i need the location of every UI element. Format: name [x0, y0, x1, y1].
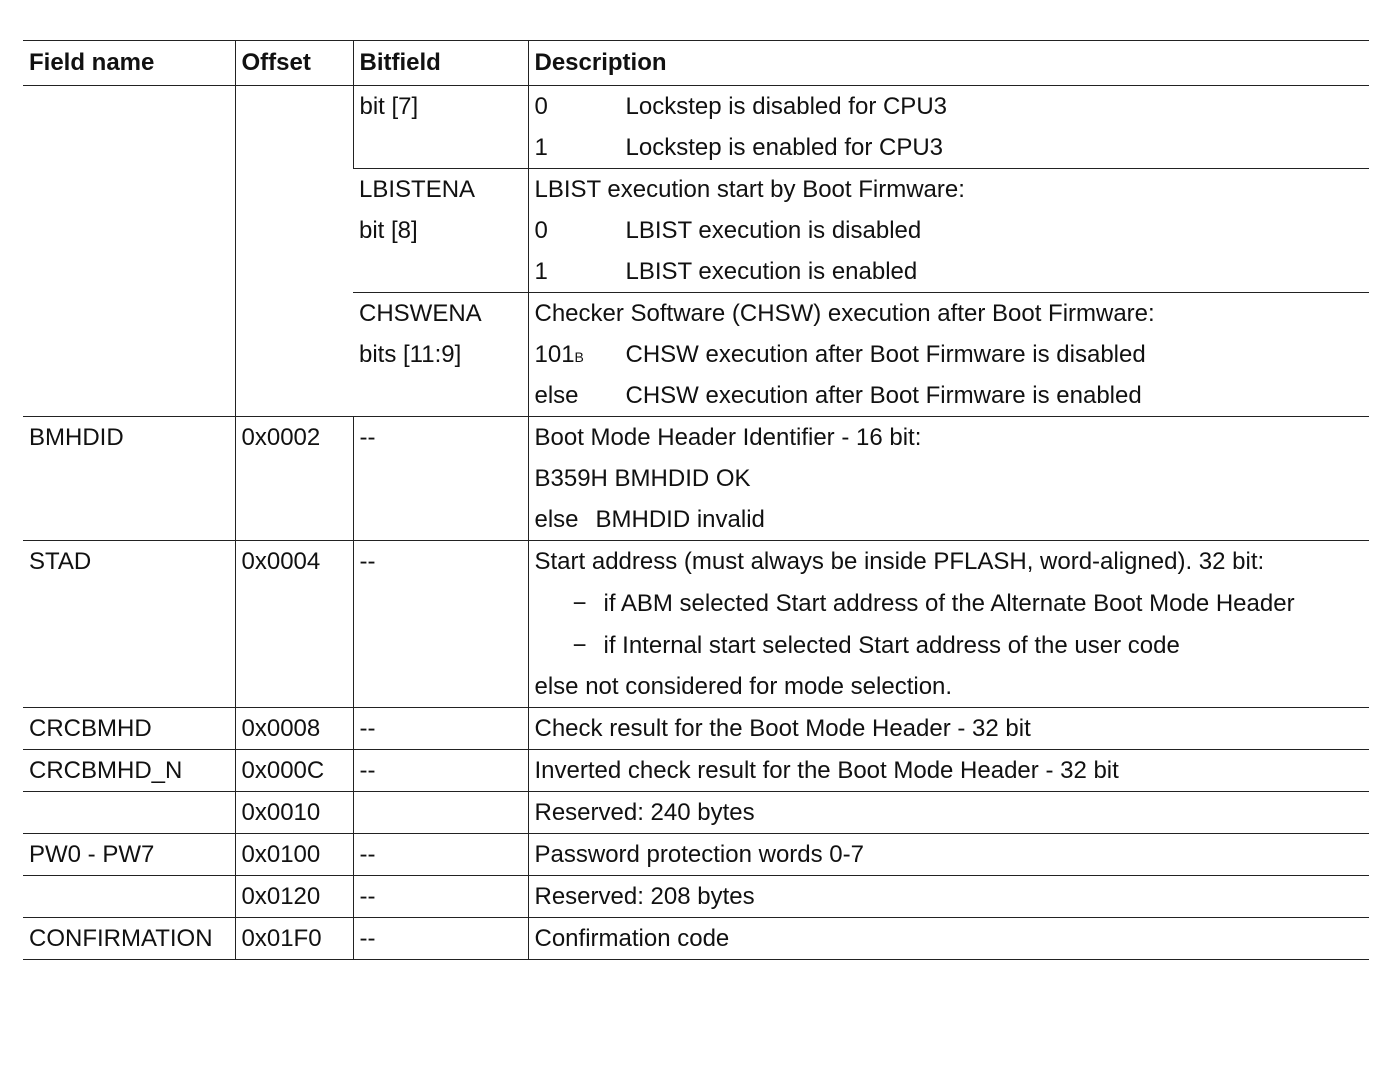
value-line: [535, 499, 1360, 540]
value-key-number: 101: [534, 341, 575, 368]
bitfield-name: CHSWENA: [359, 300, 482, 327]
description-intro: Start address (must always be inside PFLASH, word-aligned). 32 bit:: [534, 548, 1265, 575]
bitfield-value: --: [359, 424, 376, 451]
description-cell: [528, 541, 1369, 708]
bullet-item: [535, 583, 1360, 625]
field-name: BMHDID: [29, 424, 124, 451]
header-offset: Offset: [235, 41, 353, 86]
header-field-name: Field name: [23, 41, 235, 86]
value-key: else: [534, 382, 579, 409]
bullet-text: if ABM selected Start address of the Alternate Boot Mode Header: [603, 590, 1295, 617]
offset-cell: 0x0008: [235, 708, 353, 750]
value-text: CHSW execution after Boot Firmware is enabled: [625, 382, 1142, 409]
offset-cell: 0x01F0: [235, 918, 353, 960]
value-line: [535, 334, 1360, 375]
bitfield-cell: [353, 417, 528, 541]
table-row: [23, 792, 1369, 834]
description-intro: Boot Mode Header Identifier - 16 bit:: [534, 424, 922, 451]
field-cell-continued: [23, 86, 235, 417]
bullet-item: [535, 625, 1360, 666]
table-row: [23, 541, 1369, 708]
field-cell: CRCBMHD: [23, 708, 235, 750]
offset-cell: 0x0120: [235, 876, 353, 918]
bitfield-cell: --: [353, 876, 528, 918]
header-description: Description: [528, 41, 1369, 86]
description-cell: Inverted check result for the Boot Mode Header - 32 bit: [528, 750, 1369, 792]
value-text: LBIST execution is disabled: [625, 217, 922, 244]
value-key: else: [534, 506, 579, 533]
description-cell: [528, 417, 1369, 541]
bitfield-bits: bit [8]: [359, 217, 418, 244]
description-cell: Password protection words 0-7: [528, 834, 1369, 876]
table-row: [23, 417, 1369, 541]
description-line: B359H BMHDID OK: [534, 465, 751, 492]
bitfield-cell: [353, 293, 528, 417]
bitfield-cell: --: [353, 834, 528, 876]
description-outro: else not considered for mode selection.: [534, 673, 953, 700]
field-cell: PW0 - PW7: [23, 834, 235, 876]
value-key: 0: [534, 217, 548, 244]
description-cell: [528, 169, 1369, 293]
value-line: [535, 210, 1360, 251]
field-cell: [23, 541, 235, 708]
bitfield-value: --: [359, 548, 376, 575]
description-cell: Reserved: 208 bytes: [528, 876, 1369, 918]
table-row: [23, 86, 1369, 169]
bitfield-cell: [353, 792, 528, 834]
table-row: [23, 750, 1369, 792]
bitfield-cell: [353, 86, 528, 169]
value-key-subscript: B: [574, 349, 584, 365]
offset-cell: [235, 417, 353, 541]
bitfield-cell: --: [353, 750, 528, 792]
value-key: 1: [534, 134, 548, 161]
value-key: 0: [534, 93, 548, 120]
table-row: [23, 918, 1369, 960]
description-cell: [528, 293, 1369, 417]
description-cell: Check result for the Boot Mode Header - 32 bit: [528, 708, 1369, 750]
bitfield-cell: [353, 541, 528, 708]
bullet-dash: −: [572, 632, 587, 659]
bitfield-cell: --: [353, 708, 528, 750]
value-text: Lockstep is enabled for CPU3: [625, 134, 944, 161]
description-cell: [528, 86, 1369, 169]
offset-value: 0x0004: [241, 548, 321, 575]
description-cell: Confirmation code: [528, 918, 1369, 960]
value-text: BMHDID invalid: [595, 506, 765, 533]
value-key: [535, 334, 626, 375]
offset-cell-continued: [235, 86, 353, 417]
offset-cell: 0x0010: [235, 792, 353, 834]
field-cell: CONFIRMATION: [23, 918, 235, 960]
bitfield-name: LBISTENA: [359, 176, 476, 203]
bullet-dash: −: [572, 590, 587, 617]
bitfield-bits: bit [7]: [359, 93, 419, 120]
value-text: CHSW execution after Boot Firmware is disabled: [625, 341, 1146, 368]
header-row: [23, 41, 1369, 86]
offset-value: 0x0002: [241, 424, 321, 451]
field-cell: [23, 417, 235, 541]
field-cell: CRCBMHD_N: [23, 750, 235, 792]
offset-cell: 0x000C: [235, 750, 353, 792]
value-text: Lockstep is disabled for CPU3: [625, 93, 947, 120]
field-cell: [23, 876, 235, 918]
value-line: [535, 127, 1360, 168]
description-cell: Reserved: 240 bytes: [528, 792, 1369, 834]
field-cell: [23, 792, 235, 834]
value-line: [535, 375, 1360, 416]
table-row: [23, 876, 1369, 918]
bitfield-bits: bits [11:9]: [359, 341, 462, 368]
bitfield-cell: [353, 169, 528, 293]
table-row: [23, 708, 1369, 750]
bitfield-cell: --: [353, 918, 528, 960]
bullet-text: if Internal start selected Start address of the user code: [603, 632, 1180, 659]
value-line: [535, 251, 1360, 292]
offset-cell: 0x0100: [235, 834, 353, 876]
table-row: [23, 834, 1369, 876]
description-intro: Checker Software (CHSW) execution after Boot Firmware:: [534, 300, 1155, 327]
value-line: [535, 86, 1360, 127]
offset-cell: [235, 541, 353, 708]
description-intro: LBIST execution start by Boot Firmware:: [534, 176, 965, 203]
field-name: STAD: [29, 548, 92, 575]
boot-mode-header-table: [23, 40, 1369, 960]
header-bitfield: Bitfield: [353, 41, 528, 86]
value-text: LBIST execution is enabled: [625, 258, 918, 285]
value-key: 1: [534, 258, 548, 285]
